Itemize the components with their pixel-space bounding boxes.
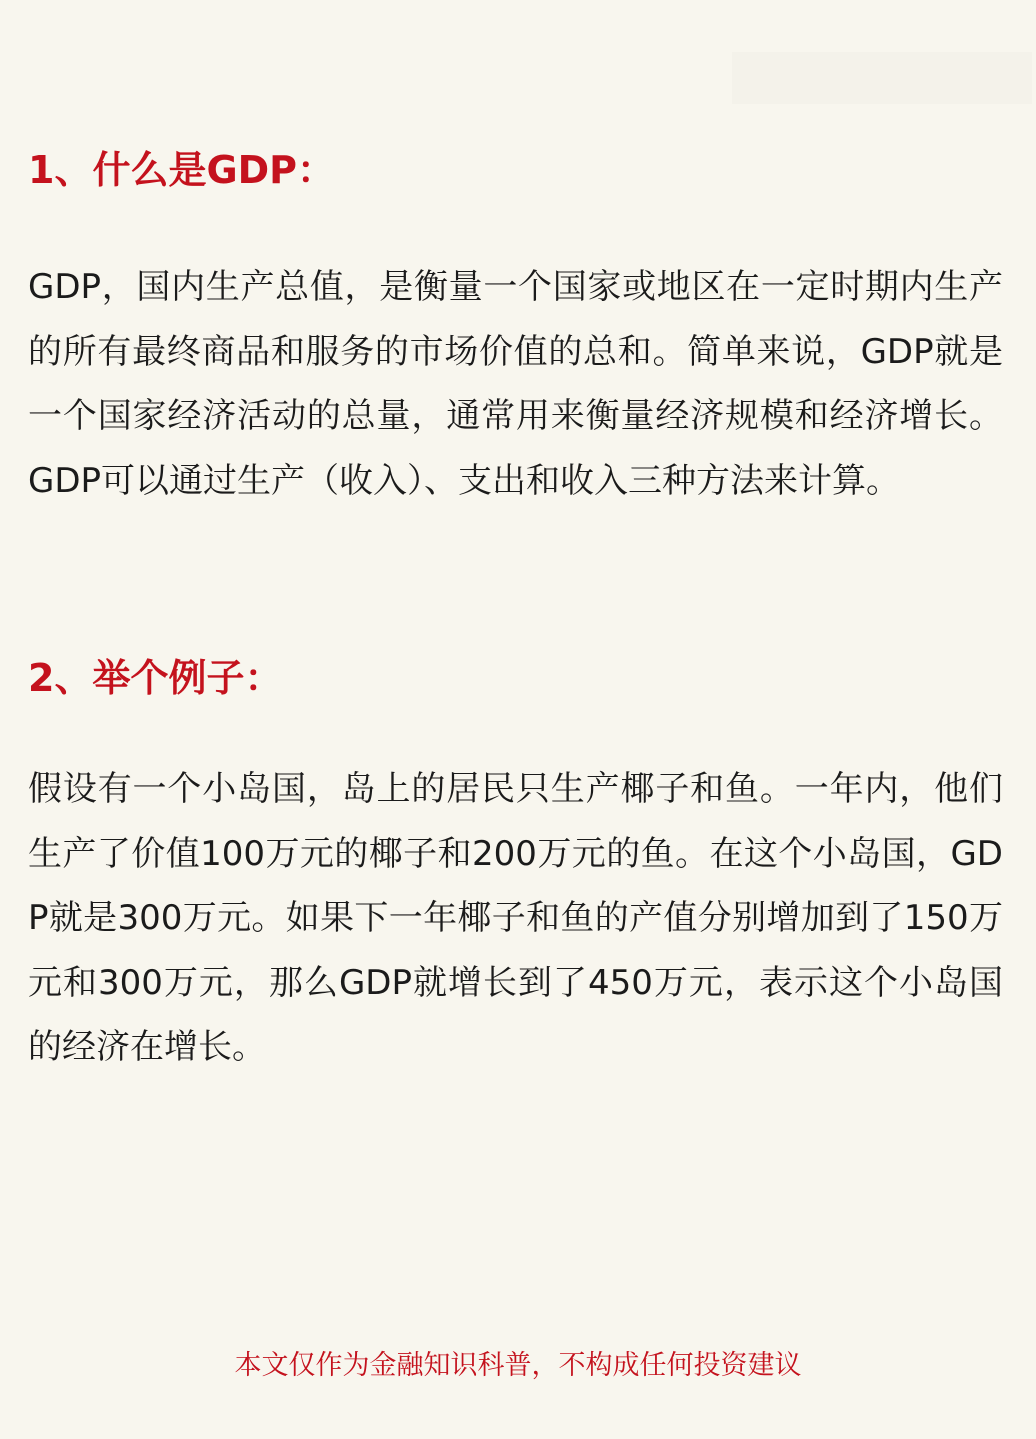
background-panel (732, 52, 1032, 104)
disclaimer-footer: 本文仅作为金融知识科普，不构成任何投资建议 (234, 1350, 802, 1381)
section-body-what-is-gdp: GDP，国内生产总值，是衡量一个国家或地区在一定时期内生产的所有最终商品和服务的市场价值的总和。简单来说，GDP就是一个国家经济活动的总量，通常用来衡量经济规模和经济增长。GDP可以通过生产（收入）、支出和收入三种方法来计算。 (28, 267, 1003, 501)
section-heading-what-is-gdp: 1、什么是GDP： (28, 148, 336, 192)
section-body-example: 假设有一个小岛国，岛上的居民只生产椰子和鱼。一年内，他们生产了价值100万元的椰子和200万元的鱼。在这个小岛国，GDP就是300万元。如果下一年椰子和鱼的产值分别增加到了150万元和300万元，那么GDP就增长到了450万元，表示这个小岛国的经济在增长。 (28, 769, 1003, 1067)
section-heading-example: 2、举个例子： (28, 656, 283, 700)
